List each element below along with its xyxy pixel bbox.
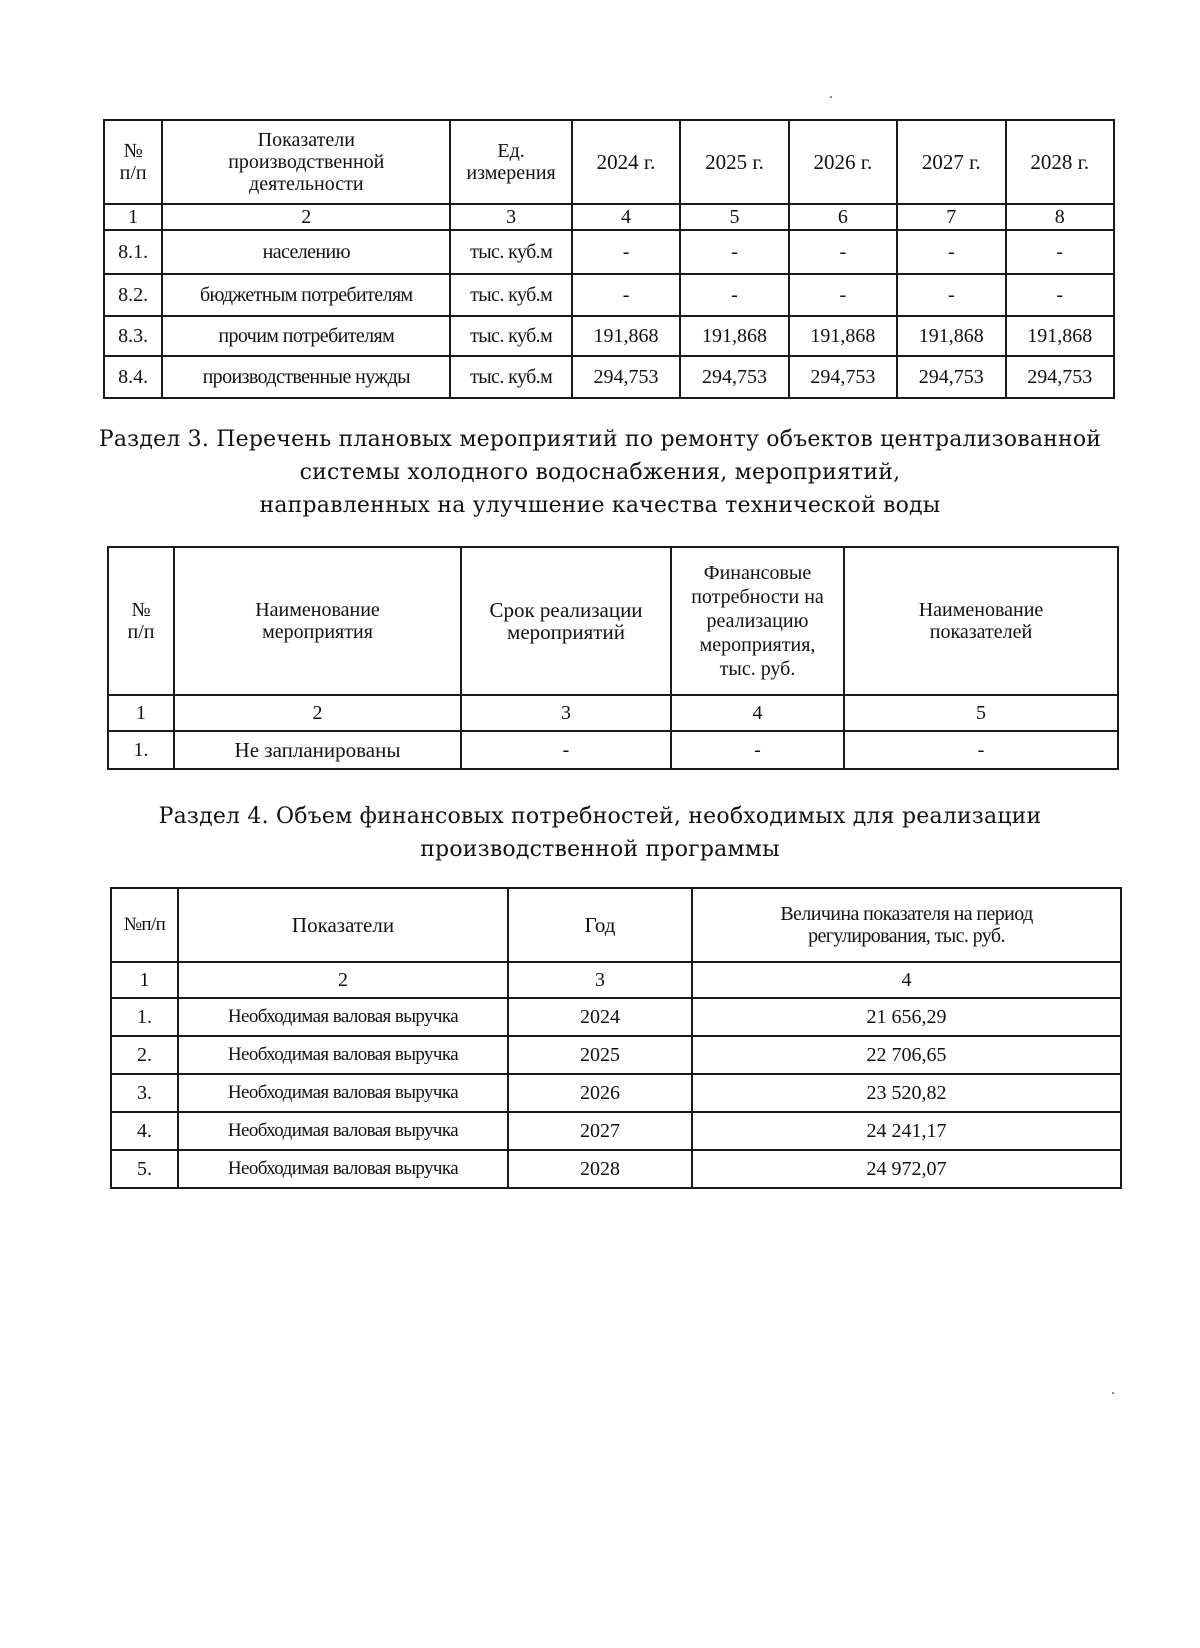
indicator-name: Необходимая валовая выручка <box>178 1074 508 1112</box>
measure-name: Не запланированы <box>174 731 461 769</box>
value-cell: 23 520,82 <box>692 1074 1121 1112</box>
value-cell: 294,753 <box>572 356 680 398</box>
column-header: 2025 г. <box>680 120 788 204</box>
indicator-name: производственные нужды <box>162 356 450 398</box>
indicator-name: населению <box>162 230 450 274</box>
column-header: 2024 г. <box>572 120 680 204</box>
column-number: 2 <box>174 695 461 731</box>
value-cell: 294,753 <box>897 356 1005 398</box>
column-number: 3 <box>461 695 671 731</box>
finance-cell: - <box>671 731 844 769</box>
row-number: 8.2. <box>104 274 162 316</box>
column-number: 4 <box>671 695 844 731</box>
value-cell: - <box>572 274 680 316</box>
value-cell: 294,753 <box>680 356 788 398</box>
table-row <box>111 1112 1121 1150</box>
column-number: 2 <box>162 204 450 230</box>
indicator-name: бюджетным потребителям <box>162 274 450 316</box>
column-number: 1 <box>104 204 162 230</box>
value-cell: 191,868 <box>897 316 1005 356</box>
column-header: Срок реализации мероприятий <box>461 547 671 695</box>
section-title-line: системы холодного водоснабжения, мероприятий, <box>299 460 901 485</box>
term-cell: - <box>461 731 671 769</box>
row-number: 8.1. <box>104 230 162 274</box>
section-title-line: направленных на улучшение качества технической воды <box>259 493 941 518</box>
column-number: 3 <box>508 962 692 998</box>
column-header: Показатели производственной деятельности <box>162 120 450 204</box>
column-header: №п/п <box>111 888 178 962</box>
column-number: 2 <box>178 962 508 998</box>
value-cell: 24 241,17 <box>692 1112 1121 1150</box>
section-title-line: производственной программы <box>420 837 780 862</box>
unit: тыс. куб.м <box>450 230 571 274</box>
table-row <box>104 356 1114 398</box>
column-header: Наименование показателей <box>844 547 1118 695</box>
section-4-title <box>0 800 1200 866</box>
column-header: Наименование мероприятия <box>174 547 461 695</box>
column-number: 5 <box>844 695 1118 731</box>
year-cell: 2024 <box>508 998 692 1036</box>
year-cell: 2027 <box>508 1112 692 1150</box>
year-cell: 2028 <box>508 1150 692 1188</box>
row-number: 1. <box>111 998 178 1036</box>
column-number-row <box>104 204 1114 230</box>
section-title-line: Раздел 3. Перечень плановых мероприятий по ремонту объектов централизованной <box>98 427 1102 452</box>
planned-measures-table <box>107 546 1119 770</box>
unit: тыс. куб.м <box>450 356 571 398</box>
row-number: 4. <box>111 1112 178 1150</box>
column-number: 1 <box>111 962 178 998</box>
column-number: 8 <box>1006 204 1114 230</box>
value-cell: - <box>680 274 788 316</box>
value-cell: - <box>897 274 1005 316</box>
scan-speck <box>830 96 832 98</box>
year-cell: 2026 <box>508 1074 692 1112</box>
table-row <box>104 230 1114 274</box>
column-header: № п/п <box>108 547 174 695</box>
column-header: 2026 г. <box>789 120 897 204</box>
value-cell: 24 972,07 <box>692 1150 1121 1188</box>
row-number: 3. <box>111 1074 178 1112</box>
column-number: 3 <box>450 204 571 230</box>
table-row <box>111 1036 1121 1074</box>
value-cell: - <box>1006 274 1114 316</box>
value-cell: - <box>789 230 897 274</box>
value-cell: - <box>1006 230 1114 274</box>
section-title-line: Раздел 4. Объем финансовых потребностей, необходимых для реализации <box>158 804 1042 829</box>
value-cell: 294,753 <box>789 356 897 398</box>
table-row <box>108 731 1118 769</box>
value-cell: 191,868 <box>1006 316 1114 356</box>
year-cell: 2025 <box>508 1036 692 1074</box>
table-row <box>111 998 1121 1036</box>
value-cell: 21 656,29 <box>692 998 1121 1036</box>
table-header-row <box>108 547 1118 695</box>
indicator-name: прочим потребителям <box>162 316 450 356</box>
column-header: 2028 г. <box>1006 120 1114 204</box>
column-header: Год <box>508 888 692 962</box>
column-header: Показатели <box>178 888 508 962</box>
row-number: 8.3. <box>104 316 162 356</box>
production-indicators-table <box>103 119 1115 399</box>
row-number: 2. <box>111 1036 178 1074</box>
value-cell: 294,753 <box>1006 356 1114 398</box>
column-number: 5 <box>680 204 788 230</box>
value-cell: 22 706,65 <box>692 1036 1121 1074</box>
scan-speck <box>1112 1392 1114 1394</box>
table-header-row <box>104 120 1114 204</box>
table-row <box>104 274 1114 316</box>
column-number: 6 <box>789 204 897 230</box>
column-header: 2027 г. <box>897 120 1005 204</box>
table-header-row <box>111 888 1121 962</box>
table-row <box>111 1074 1121 1112</box>
column-number-row <box>111 962 1121 998</box>
value-cell: - <box>897 230 1005 274</box>
indicators-cell: - <box>844 731 1118 769</box>
column-number: 1 <box>108 695 174 731</box>
financial-needs-table <box>110 887 1122 1189</box>
column-header: Ед. измерения <box>450 120 571 204</box>
row-number: 8.4. <box>104 356 162 398</box>
indicator-name: Необходимая валовая выручка <box>178 1036 508 1074</box>
value-cell: 191,868 <box>789 316 897 356</box>
column-header: Финансовые потребности на реализацию мероприятия, тыс. руб. <box>671 547 844 695</box>
column-header: Величина показателя на период регулирования, тыс. руб. <box>692 888 1121 962</box>
value-cell: 191,868 <box>680 316 788 356</box>
value-cell: - <box>572 230 680 274</box>
table-row <box>111 1150 1121 1188</box>
indicator-name: Необходимая валовая выручка <box>178 1112 508 1150</box>
indicator-name: Необходимая валовая выручка <box>178 1150 508 1188</box>
row-number: 1. <box>108 731 174 769</box>
value-cell: - <box>680 230 788 274</box>
unit: тыс. куб.м <box>450 316 571 356</box>
indicator-name: Необходимая валовая выручка <box>178 998 508 1036</box>
table-row <box>104 316 1114 356</box>
column-header: № п/п <box>104 120 162 204</box>
value-cell: 191,868 <box>572 316 680 356</box>
column-number: 7 <box>897 204 1005 230</box>
column-number: 4 <box>572 204 680 230</box>
section-3-title <box>0 423 1200 522</box>
row-number: 5. <box>111 1150 178 1188</box>
column-number: 4 <box>692 962 1121 998</box>
column-number-row <box>108 695 1118 731</box>
unit: тыс. куб.м <box>450 274 571 316</box>
value-cell: - <box>789 274 897 316</box>
